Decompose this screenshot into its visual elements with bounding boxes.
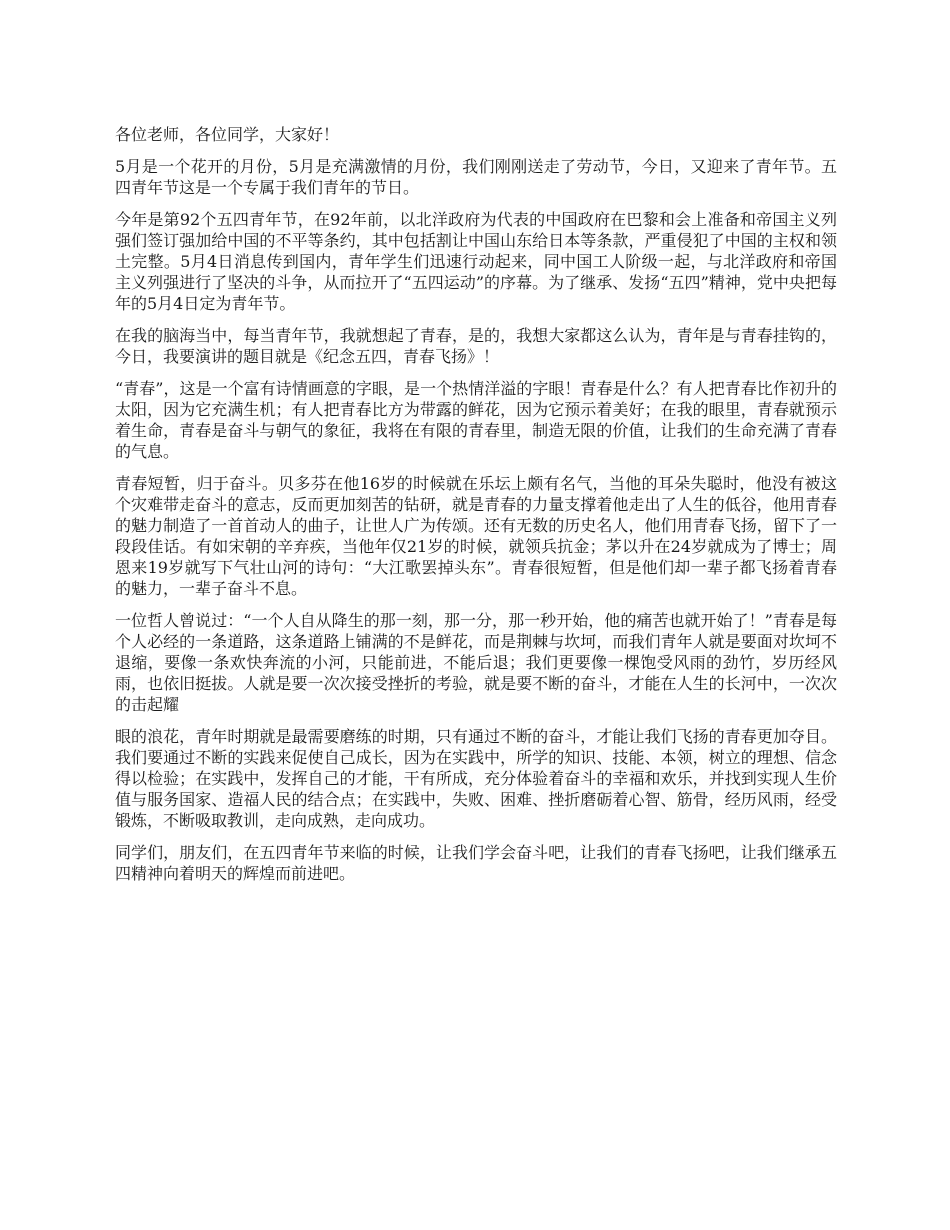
paragraph-closing: 同学们，朋友们，在五四青年节来临的时候，让我们学会奋斗吧，让我们的青春飞扬吧，让我们继承五四精神向着明天的辉煌而前进吧。 xyxy=(115,843,837,883)
document-page xyxy=(115,124,837,895)
paragraph-youth-struggle: 青春短暂，归于奋斗。贝多芬在他16岁的时候就在乐坛上颇有名气，当他的耳朵失聪时，他没有被这个灾难带走奋斗的意志，反而更加刻苦的钻研，就是青春的力量支撑着他走出了人生的低谷，他用青春的魅力制造了一首首动人的曲子，让世人广为传颂。还有无数的历史名人，他们用青春飞扬，留下了一段段佳话。有如宋朝的辛弃疾，当他年仅21岁的时候，就领兵抗金；茅以升在24岁就成为了博士；周恩来19岁就写下气壮山河的诗句：“大江歌罢掉头东”。青春很短暂，但是他们却一辈子都飞扬着青春的魅力，一辈子奋斗不息。 xyxy=(115,474,837,598)
paragraph-philosopher: 一位哲人曾说过：“一个人自从降生的那一刻，那一分，那一秒开始，他的痛苦也就开始了！”青春是每个人必经的一条道路，这条道路上铺满的不是鲜花，而是荆棘与坎坷，而我们青年人就是要面对坎坷不退缩，要像一条欢快奔流的小河，只能前进，不能后退；我们更要像一棵饱受风雨的劲竹，岁历经风雨，也依旧挺拔。人就是要一次次接受挫折的考验，就是要不断的奋斗，才能在人生的长河中，一次次的击起耀 xyxy=(115,611,837,714)
paragraph-greeting: 各位老师，各位同学，大家好！ xyxy=(115,125,340,144)
paragraph-topic: 在我的脑海当中，每当青年节，我就想起了青春，是的，我想大家都这么认为，青年是与青春挂钩的，今日，我要演讲的题目就是《纪念五四，青春飞扬》！ xyxy=(115,326,837,366)
paragraph-may-youth-day: 5月是一个花开的月份，5月是充满激情的月份，我们刚刚送走了劳动节，今日，又迎来了青年节。五四青年节这是一个专属于我们青年的节日。 xyxy=(115,157,837,197)
paragraph-history: 今年是第92个五四青年节，在92年前，以北洋政府为代表的中国政府在巴黎和会上准备和帝国主义列强们签订强加给中国的不平等条约，其中包括割让中国山东给日本等条款，严重侵犯了中国的主权和领土完整。5月4日消息传到国内，青年学生们迅速行动起来，同中国工人阶级一起，与北洋政府和帝国主义列强进行了坚决的斗争，从而拉开了“五四运动”的序幕。为了继承、发扬“五四”精神，党中央把每年的5月4日定为青年节。 xyxy=(115,210,837,313)
paragraph-practice: 眼的浪花，青年时期就是最需要磨练的时期，只有通过不断的奋斗，才能让我们飞扬的青春更加夺目。我们要通过不断的实践来促使自己成长，因为在实践中，所学的知识、技能、本领，树立的理想、信念得以检验；在实践中，发挥自己的才能，干有所成，充分体验着奋斗的幸福和欢乐，并找到实现人生价值与服务国家、造福人民的结合点；在实践中，失败、困难、挫折磨砺着心智、筋骨，经历风雨，经受锻炼，不断吸取教训，走向成熟，走向成功。 xyxy=(115,727,837,830)
paragraph-youth-meaning: “青春”，这是一个富有诗情画意的字眼，是一个热情洋溢的字眼！青春是什么？有人把青春比作初升的太阳，因为它充满生机；有人把青春比方为带露的鲜花，因为它预示着美好；在我的眼里，青春就预示着生命，青春是奋斗与朝气的象征，我将在有限的青春里，制造无限的价值，让我们的生命充满了青春的气息。 xyxy=(115,379,837,461)
